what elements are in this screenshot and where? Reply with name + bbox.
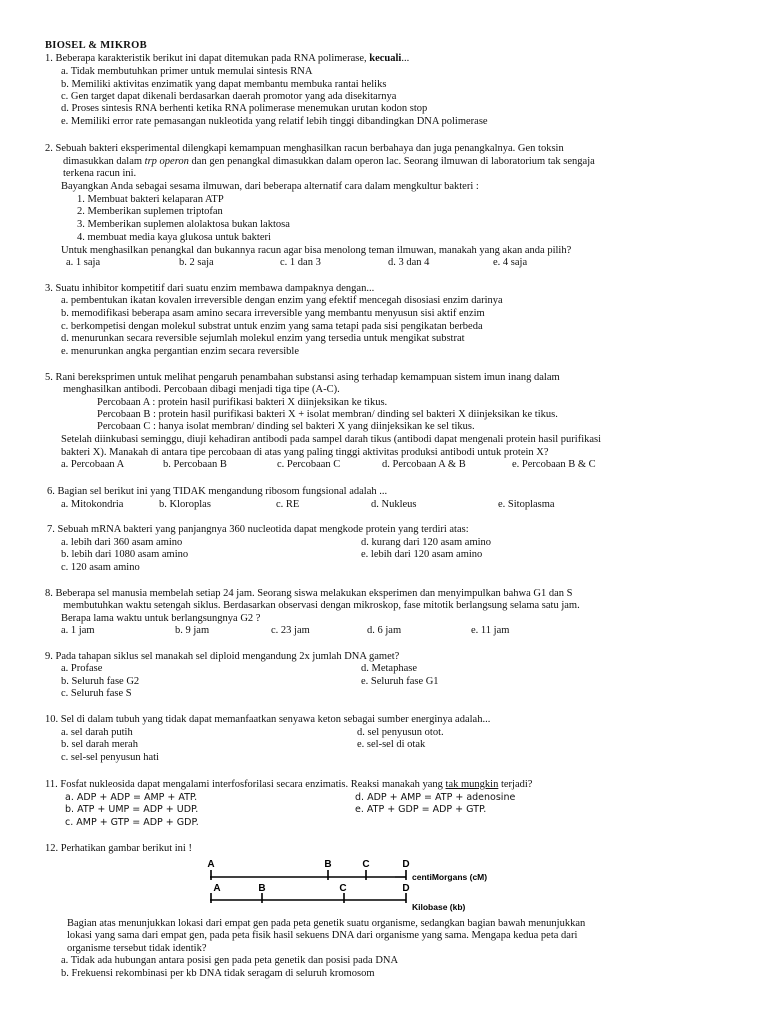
question-11-option-e: e. ATP + GDP = ADP + GTP. <box>355 804 487 815</box>
question-5-option-a: a. Percobaan A <box>61 459 125 470</box>
question-11-option-a: a. ADP + ADP = AMP + ATP. <box>65 792 198 803</box>
question-11-stem-end: terjadi? <box>498 779 533 790</box>
question-11-stem <box>45 779 532 791</box>
question-5-percobaan-a: Percobaan A : protein hasil purifikasi bakteri X diinjeksikan ke tikus. <box>97 397 388 408</box>
question-5-line-2: menghasilkan antibodi. Percobaan dibagi menjadi tiga tipe (A-C). <box>63 384 340 395</box>
question-2-line-2-pre: dimasukkan dalam <box>63 156 145 167</box>
question-2-list-item-4: 4. membuat media kaya glukosa untuk bakteri <box>77 232 271 243</box>
question-5-option-d: d. Percobaan A & B <box>382 459 466 470</box>
question-12-paragraph-line-2: lokasi yang sama dari empat gen, pada peta fisik hasil sekuens DNA dari organisme yang sama. Mengapa kedua peta dari <box>67 930 578 941</box>
question-9-stem: 9. Pada tahapan siklus sel manakah sel diploid mengandung 2x jumlah DNA gamet? <box>45 651 400 662</box>
question-8-line-3: Berapa lama waktu untuk berlangsungnya G2 ? <box>61 613 261 624</box>
question-8-option-c: c. 23 jam <box>271 625 310 636</box>
question-1-stem <box>45 53 409 65</box>
question-5-line-3: Setelah diinkubasi seminggu, diuji kehadiran antibodi pada sampel darah tikus (antibodi dapat mengenali protein hasil purifikasi <box>61 434 602 445</box>
question-6-option-a: a. Mitokondria <box>61 499 124 510</box>
question-3-stem: 3. Suatu inhibitor kompetitif dari suatu enzim membawa dampaknya dengan... <box>45 283 375 294</box>
question-2-line-4: Bayangkan Anda sebagai sesama ilmuwan, dari beberapa alternatif cara dalam mengkultur bakteri : <box>61 181 479 192</box>
question-12-stem: 12. Perhatikan gambar berikut ini ! <box>45 843 192 854</box>
question-1-option-b: b. Memiliki aktivitas enzimatik yang dapat membantu membuka rantai heliks <box>61 79 387 90</box>
question-5-percobaan-b: Percobaan B : protein hasil purifikasi bakteri X + isolat membran/ dinding sel bakteri X diinjeksikan ke tikus. <box>97 409 558 420</box>
question-9-option-c: c. Seluruh fase S <box>61 688 132 699</box>
question-8-line-2: membutuhkan waktu setengah siklus. Berdasarkan observasi dengan mikroskop, fase mitotik berlangsung selama satu jam. <box>63 600 580 611</box>
question-2-line-5: Untuk menghasilkan penangkal dan bukannya racun agar bisa menolong teman ilmuwan, manakah yang akan anda pilih? <box>61 245 572 256</box>
question-11-option-b: b. ATP + UMP = ADP + UDP. <box>65 804 199 815</box>
question-6-option-b: b. Kloroplas <box>159 499 211 510</box>
question-3-option-d: d. menurunkan secara reversible sejumlah molekul enzim yang tersedia untuk mengikat substrat <box>61 333 465 344</box>
question-8-line-1: 8. Beberapa sel manusia membelah setiap 24 jam. Seorang siswa melakukan eksperimen dan menyimpulkan bahwa G1 dan S <box>45 588 573 599</box>
question-2-option-a: a. 1 saja <box>66 257 101 268</box>
question-5-option-c: c. Percobaan C <box>277 459 341 470</box>
question-2-option-d: d. 3 dan 4 <box>388 257 430 268</box>
question-6-option-c: c. RE <box>276 499 300 510</box>
question-2-line-2 <box>63 156 595 168</box>
question-2-option-b: b. 2 saja <box>179 257 214 268</box>
section-title: BIOSEL & MIKROB <box>45 40 147 51</box>
question-12-paragraph-line-3: organisme tersebut tidak identik? <box>67 943 207 954</box>
physical-map-label-b: B <box>258 883 266 894</box>
question-2-line-1: 2. Sebuah bakteri eksperimental dilengkapi kemampuan menghasilkan racun berbahaya dan juga penangkalnya. Gen toksin <box>45 143 564 154</box>
genetic-map-label-a: A <box>207 859 215 870</box>
genetic-map-label-c: C <box>362 859 370 870</box>
genetic-map-label-d: D <box>402 859 410 870</box>
question-5-option-b: b. Percobaan B <box>163 459 227 470</box>
physical-map-unit: Kilobase (kb) <box>412 902 466 912</box>
question-6-option-d: d. Nukleus <box>371 499 417 510</box>
question-10-option-b: b. sel darah merah <box>61 739 138 750</box>
question-7-option-d: d. kurang dari 120 asam amino <box>361 537 492 548</box>
question-9-option-d: d. Metaphase <box>361 663 417 674</box>
question-6-stem: 6. Bagian sel berikut ini yang TIDAK mengandung ribosom fungsional adalah ... <box>47 486 388 497</box>
gene-map-figure <box>200 856 540 916</box>
question-10-option-c: c. sel-sel penyusun hati <box>61 752 159 763</box>
question-7-option-c: c. 120 asam amino <box>61 562 140 573</box>
question-1-option-e: e. Memiliki error rate pemasangan nukleotida yang relatif lebih tinggi dibandingkan DNA polimerase <box>61 116 488 127</box>
question-7-option-a: a. lebih dari 360 asam amino <box>61 537 183 548</box>
question-2-line-2-post: dan gen penangkal dimasukkan dalam operon lac. Seorang ilmuwan di laboratorium tak sengaja <box>188 156 595 167</box>
physical-map-label-c: C <box>339 883 347 894</box>
question-11-option-c: c. AMP + GTP = ADP + GDP. <box>65 817 199 828</box>
physical-map-label-d: D <box>402 883 410 894</box>
question-2-list-item-3: 3. Memberikan suplemen alolaktosa bukan laktosa <box>77 219 290 230</box>
question-5-line-1: 5. Rani bereksprimen untuk melihat pengaruh penambahan substansi asing terhadap kemampuan sistem imun inang dalam <box>45 372 560 383</box>
question-7-option-e: e. lebih dari 120 asam amino <box>361 549 483 560</box>
question-2-option-c: c. 1 dan 3 <box>280 257 321 268</box>
question-11-stem-text: 11. Fosfat nukleosida dapat mengalami interfosforilasi secara enzimatis. Reaksi manakah yang <box>45 779 446 790</box>
question-8-option-b: b. 9 jam <box>175 625 210 636</box>
question-8-option-a: a. 1 jam <box>61 625 95 636</box>
question-2-list-item-2: 2. Memberikan suplemen triptofan <box>77 206 223 217</box>
question-10-option-e: e. sel-sel di otak <box>357 739 426 750</box>
question-7-stem: 7. Sebuah mRNA bakteri yang panjangnya 360 nucleotida dapat mengkode protein yang terdiri atas: <box>47 524 469 535</box>
question-5-percobaan-c: Percobaan C : hanya isolat membran/ dinding sel bakteri X yang diinjeksikan ke sel tikus. <box>97 421 475 432</box>
question-1-option-d: d. Proses sintesis RNA berhenti ketika RNA polimerase menemukan urutan kodon stop <box>61 103 428 114</box>
question-9-option-e: e. Seluruh fase G1 <box>361 676 439 687</box>
question-10-option-a: a. sel darah putih <box>61 727 133 738</box>
question-9-option-a: a. Profase <box>61 663 103 674</box>
question-1-keyword: kecuali <box>369 53 402 64</box>
question-1-stem-text: 1. Beberapa karakteristik berikut ini dapat ditemukan pada RNA polimerase, <box>45 53 370 64</box>
question-3-option-c: c. berkompetisi dengan molekul substrat untuk enzim yang sama tetapi pada sisi pengikatan berbeda <box>61 321 483 332</box>
genetic-map-unit: centiMorgans (cM) <box>412 872 488 882</box>
question-8-option-d: d. 6 jam <box>367 625 402 636</box>
question-10-option-d: d. sel penyusun otot. <box>357 727 444 738</box>
question-12-paragraph-line-1: Bagian atas menunjukkan lokasi dari empat gen pada peta genetik suatu organisme, sedangkan bagian bawah menunjukkan <box>67 918 586 929</box>
question-3-option-e: e. menurunkan angka pergantian enzim secara reversible <box>61 346 299 357</box>
question-2-line-3: terkena racun ini. <box>63 168 137 179</box>
question-2-option-e: e. 4 saja <box>493 257 528 268</box>
question-12-option-a: a. Tidak ada hubungan antara posisi gen pada peta genetik dan posisi pada DNA <box>61 955 399 966</box>
question-2-operon-term: trp operon <box>144 156 189 167</box>
question-5-line-4: bakteri X). Manakah di antara tipe percobaan di atas yang paling tinggi aktivitas produksi antibodi untuk protein X? <box>61 447 549 458</box>
question-1-option-a: a. Tidak membutuhkan primer untuk memulai sintesis RNA <box>61 66 313 77</box>
question-10-stem: 10. Sel di dalam tubuh yang tidak dapat memanfaatkan senyawa keton sebagai sumber energinya adalah... <box>45 714 491 725</box>
question-1-option-c: c. Gen target dapat dikenali berdasarkan daerah promotor yang ada disekitarnya <box>61 91 397 102</box>
question-7-option-b: b. lebih dari 1080 asam amino <box>61 549 189 560</box>
question-3-option-a: a. pembentukan ikatan kovalen irreversible dengan enzim yang efektif mencegah disosiasi enzim darinya <box>61 295 503 306</box>
question-2-list-item-1: 1. Membuat bakteri kelaparan ATP <box>77 194 224 205</box>
question-11-option-d: d. ADP + AMP = ATP + adenosine <box>355 792 516 803</box>
question-5-option-e: e. Percobaan B & C <box>512 459 596 470</box>
physical-map-label-a: A <box>213 883 221 894</box>
genetic-map-label-b: B <box>324 859 332 870</box>
question-12-option-b: b. Frekuensi rekombinasi per kb DNA tidak seragam di seluruh kromosom <box>61 968 375 979</box>
question-8-option-e: e. 11 jam <box>471 625 510 636</box>
question-11-underlined-phrase: tak mungkin <box>445 779 499 790</box>
question-9-option-b: b. Seluruh fase G2 <box>61 676 140 687</box>
question-1-ellipsis: ... <box>401 53 410 64</box>
question-6-option-e: e. Sitoplasma <box>498 499 555 510</box>
question-3-option-b: b. memodifikasi beberapa asam amino secara irreversible yang membantu menyusun sisi aktif enzim <box>61 308 485 319</box>
